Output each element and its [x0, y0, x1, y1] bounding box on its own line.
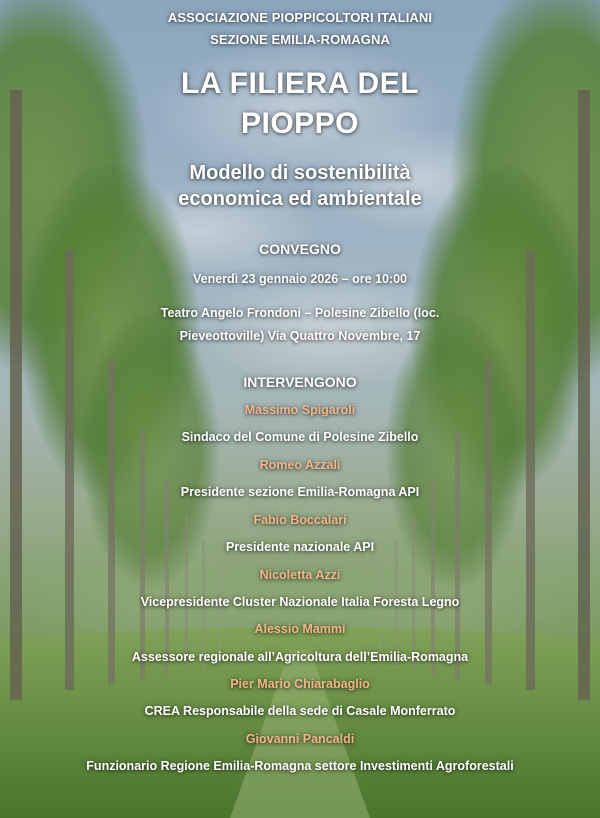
- speaker-role: Assessore regionale all’Agricoltura dell’Emilia-Romagna: [131, 650, 469, 664]
- speaker-name: Romeo Azzali: [259, 458, 341, 472]
- title-line-2: PIOPPO: [240, 107, 360, 140]
- speaker-role: Vicepresidente Cluster Nazionale Italia Foresta Legno: [140, 595, 460, 609]
- speaker-name: Fabio Boccalari: [253, 513, 347, 527]
- title-line-1: LA FILIERA DEL: [180, 67, 420, 100]
- subtitle-line-1: Modello di sostenibilità: [189, 162, 411, 184]
- speaker-name: Giovanni Pancaldi: [245, 732, 355, 746]
- event-label: CONVEGNO: [259, 241, 341, 257]
- speaker-name: Nicoletta Azzi: [259, 568, 341, 582]
- speaker-name: Massimo Spigaroli: [244, 403, 356, 417]
- org-name: ASSOCIAZIONE PIOPPICOLTORI ITALIANI: [167, 10, 433, 25]
- speaker-role: Funzionario Regione Emilia-Romagna settore Investimenti Agroforestali: [86, 759, 514, 773]
- speaker-role: Presidente nazionale API: [225, 540, 375, 554]
- org-section: SEZIONE EMILIA-ROMAGNA: [210, 32, 390, 47]
- speaker-name: Alessio Mammi: [254, 622, 346, 636]
- speaker-role: Presidente sezione Emilia-Romagna API: [180, 485, 420, 499]
- speaker-role: Sindaco del Comune di Polesine Zibello: [181, 430, 419, 444]
- speaker-role: CREA Responsabile della sede di Casale Monferrato: [144, 704, 456, 718]
- event-venue-line-1: Teatro Angelo Frondoni – Polesine Zibello (loc.: [160, 306, 440, 320]
- event-venue-line-2: Pieveottoville) Via Quattro Novembre, 17: [179, 329, 421, 343]
- speaker-name: Pier Mario Chiarabaglio: [230, 677, 370, 691]
- event-date: Venerdì 23 gennaio 2026 – ore 10:00: [192, 272, 407, 286]
- speakers-label: INTERVENGONO: [243, 374, 357, 390]
- subtitle-line-2: economica ed ambientale: [178, 188, 422, 210]
